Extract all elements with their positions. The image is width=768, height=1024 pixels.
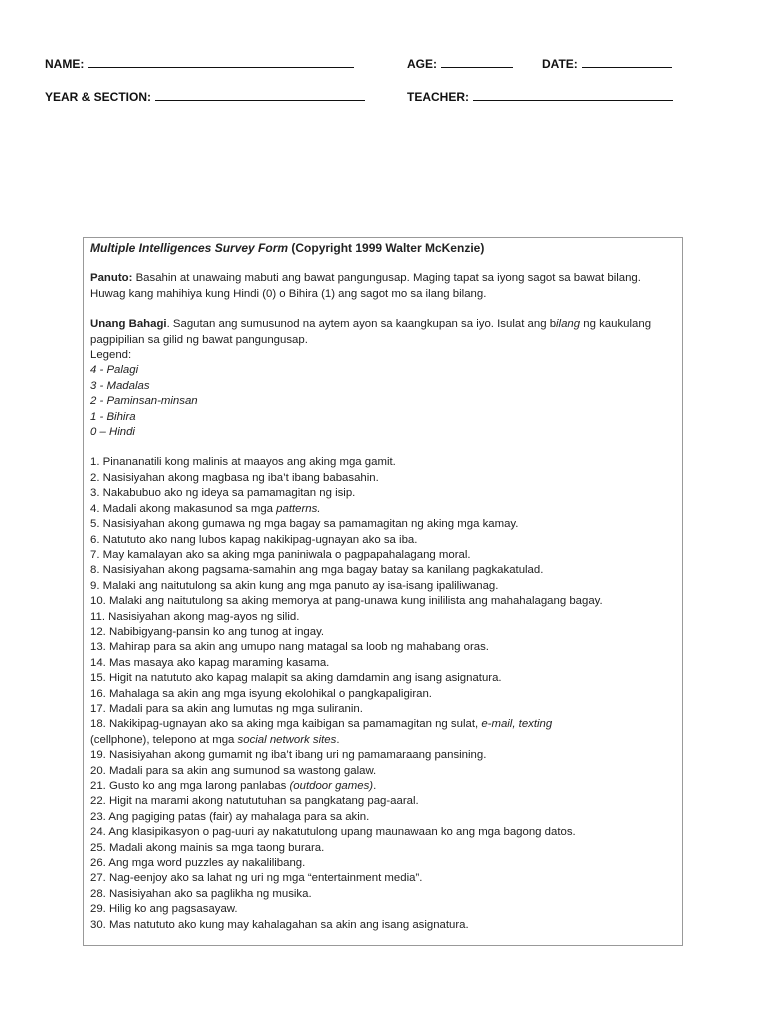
survey-item: 10. Malaki ang naitutulong sa aking memorya at pang-unawa kung inililista ang mahahalagang bagay. xyxy=(90,595,603,608)
survey-item xyxy=(90,717,676,732)
survey-item: 28. Nasisiyahan ako sa paglikha ng musika. xyxy=(90,887,312,900)
survey-item: 1. Pinananatili kong malinis at maayos ang aking mga gamit. xyxy=(90,456,396,469)
panuto-text: Basahin at unawaing mabuti ang bawat pangungusap. Maging tapat sa iyong sagot sa bawat bilang. Huwag kang mahihiya kung Hindi (0) o Bihira (1) ang sagot mo sa ilang bilang. xyxy=(90,272,641,300)
survey-item: 20. Madali para sa akin ang sumunod sa wastong galaw. xyxy=(90,764,377,777)
survey-item: 12. Nabibigyang-pansin ko ang tunog at ingay. xyxy=(90,625,325,638)
survey-item-text: 4. Madali akong makasunod sa mga xyxy=(90,502,277,515)
survey-item: 15. Higit na natututo ako kapag malapit sa aking damdamin ang isang asignatura. xyxy=(90,672,502,685)
survey-item: 22. Higit na marami akong natututuhan sa pangkatang pag-aaral. xyxy=(90,795,419,808)
legend-label: Legend: xyxy=(90,349,132,362)
survey-item: 3. Nakabubuo ako ng ideya sa pamamagitan ng isip. xyxy=(90,487,356,500)
survey-item: 6. Natututo ako nang lubos kapag nakikipag-ugnayan ako sa iba. xyxy=(90,533,418,546)
survey-item-text: . xyxy=(336,733,340,746)
date-label: DATE: xyxy=(542,57,578,71)
year-section-label: YEAR & SECTION: xyxy=(45,90,152,104)
legend-item: 4 - Palagi xyxy=(90,364,139,377)
survey-item: 8. Nasisiyahan akong pagsama-samahin ang mga bagay batay sa kanilang pagkakatulad. xyxy=(90,564,544,577)
teacher-field[interactable] xyxy=(407,88,673,104)
survey-item xyxy=(90,502,676,517)
panuto-label: Panuto: xyxy=(90,272,133,285)
survey-item: 24. Ang klasipikasyon o pag-uuri ay nakatutulong upang maunawaan ko ang mga bagong datos. xyxy=(90,826,576,839)
survey-form-box xyxy=(83,237,683,946)
year-section-field[interactable] xyxy=(45,88,365,104)
panuto-paragraph xyxy=(90,271,676,302)
survey-item: 7. May kamalayan ako sa aking mga paniniwala o pagpapahalagang moral. xyxy=(90,548,471,561)
name-label: NAME: xyxy=(45,57,85,71)
survey-item-text: (cellphone), telepono at mga xyxy=(90,733,238,746)
unang-bahagi-text-1: . Sagutan ang sumusunod na aytem ayon sa kaangkupan sa iyo. Isulat ang b xyxy=(166,318,557,331)
unang-bahagi-italic: ilang xyxy=(556,318,581,331)
date-line[interactable] xyxy=(582,55,672,68)
survey-item: 29. Hilig ko ang pagsasayaw. xyxy=(90,903,238,916)
survey-item-text: 18. Nakikipag-ugnayan ako sa aking mga kaibigan sa pamamagitan ng sulat, xyxy=(90,718,482,731)
survey-item: 17. Madali para sa akin ang lumutas ng mga suliranin. xyxy=(90,702,363,715)
name-field[interactable] xyxy=(45,55,354,71)
survey-item: 26. Ang mga word puzzles ay nakalilibang. xyxy=(90,857,306,870)
date-field[interactable] xyxy=(542,55,672,71)
age-field[interactable] xyxy=(407,55,513,71)
legend-item: 1 - Bihira xyxy=(90,410,136,423)
form-copyright: (Copyright 1999 Walter McKenzie) xyxy=(291,241,485,255)
teacher-line[interactable] xyxy=(473,88,673,101)
form-title xyxy=(90,241,676,256)
legend-item: 0 – Hindi xyxy=(90,426,135,439)
survey-item: 27. Nag-eenjoy ako sa lahat ng uri ng mga “entertainment media”. xyxy=(90,872,423,885)
survey-item: 30. Mas natututo ako kung may kahalagahan sa akin ang isang asignatura. xyxy=(90,918,469,931)
survey-item: 14. Mas masaya ako kapag maraming kasama. xyxy=(90,656,330,669)
name-line[interactable] xyxy=(88,55,354,68)
survey-item: 16. Mahalaga sa akin ang mga isyung ekolohikal o pangkapaligiran. xyxy=(90,687,432,700)
survey-item: 9. Malaki ang naitutulong sa akin kung ang mga panuto ay isa-isang ipaliliwanag. xyxy=(90,579,499,592)
survey-item: 13. Mahirap para sa akin ang umupo nang matagal sa loob ng mahabang oras. xyxy=(90,641,489,654)
survey-item: 11. Nasisiyahan akong mag-ayos ng silid. xyxy=(90,610,300,623)
survey-item xyxy=(90,779,676,794)
survey-item: 23. Ang pagiging patas (fair) ay mahalaga para sa akin. xyxy=(90,810,370,823)
survey-item-continued xyxy=(90,733,676,748)
survey-item-italic: (outdoor games) xyxy=(289,780,374,792)
survey-item: 2. Nasisiyahan akong magbasa ng iba’t ibang babasahin. xyxy=(90,471,379,484)
survey-item-italic: patterns. xyxy=(276,502,321,515)
form-title-italic: Multiple Intelligences Survey Form xyxy=(90,241,289,255)
survey-item-italic: social network sites xyxy=(237,733,337,746)
legend-item: 3 - Madalas xyxy=(90,379,150,392)
survey-item: 5. Nasisiyahan akong gumawa ng mga bagay sa pamamagitan ng aking mga kamay. xyxy=(90,518,519,531)
unang-bahagi-text-2: ng kaukulang pagpipilian sa gilid ng bawat pangungusap. xyxy=(90,318,652,346)
teacher-label: TEACHER: xyxy=(407,90,469,104)
year-section-line[interactable] xyxy=(155,88,365,101)
survey-item-text: . xyxy=(373,780,377,792)
legend-item: 2 - Paminsan-minsan xyxy=(90,395,198,408)
survey-item: 25. Madali akong mainis sa mga taong burara. xyxy=(90,841,325,854)
age-label: AGE: xyxy=(407,57,437,71)
survey-item-text: 21. Gusto ko ang mga larong panlabas xyxy=(90,780,290,792)
age-line[interactable] xyxy=(441,55,513,68)
unang-bahagi-label: Unang Bahagi xyxy=(90,318,167,331)
survey-items-list xyxy=(90,455,676,933)
unang-bahagi-paragraph xyxy=(90,317,676,348)
survey-item-italic: e-mail, texting xyxy=(481,718,553,731)
survey-item: 19. Nasisiyahan akong gumamit ng iba’t ibang uri ng pamamaraang pansining. xyxy=(90,749,487,762)
